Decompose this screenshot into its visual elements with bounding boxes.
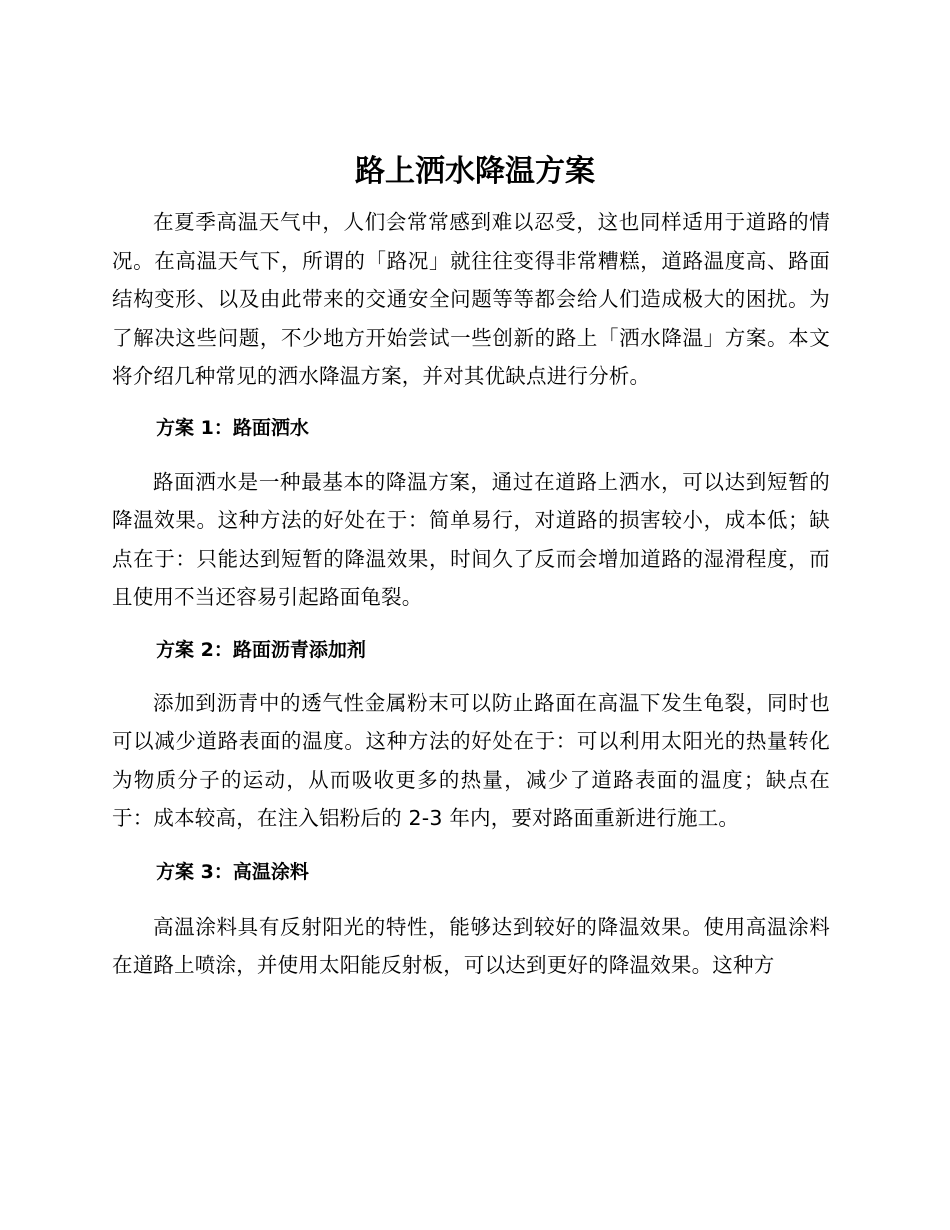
section-3-heading: 方案 3：高温涂料 — [156, 860, 309, 883]
section-1-paragraph: 路面洒水是一种最基本的降温方案，通过在道路上洒水，可以达到短暂的降温效果。这种方法的好处在于：简单易行，对道路的损害较小，成本低；缺点在于：只能达到短暂的降温效果，时间久了反而会增加道路的湿滑程度，而且使用不当还容易引起路面龟裂。 — [112, 469, 830, 609]
document-title: 路上洒水降温方案 — [355, 154, 595, 189]
section-3-paragraph: 高温涂料具有反射阳光的特性，能够达到较好的降温效果。使用高温涂料在道路上喷涂，并使用太阳能反射板，可以达到更好的降温效果。这种方 — [112, 914, 830, 977]
section-2-paragraph: 添加到沥青中的透气性金属粉末可以防止路面在高温下发生龟裂，同时也可以减少道路表面的温度。这种方法的好处在于：可以利用太阳光的热量转化为物质分子的运动，从而吸收更多的热量，减少了道路表面的温度；缺点在于：成本较高，在注入铝粉后的 2-3 年内，要对路面重新进行施工。 — [112, 690, 830, 830]
section-1-heading: 方案 1：路面洒水 — [156, 416, 309, 439]
document-body — [112, 203, 830, 985]
intro-paragraph: 在夏季高温天气中，人们会常常感到难以忍受，这也同样适用于道路的情况。在高温天气下，所谓的「路况」就往往变得非常糟糕，道路温度高、路面结构变形、以及由此带来的交通安全问题等等都会给人们造成极大的困扰。为了解决这些问题，不少地方开始尝试一些创新的路上「洒水降温」方案。本文将介绍几种常见的洒水降温方案，并对其优缺点进行分析。 — [112, 210, 830, 388]
section-2-heading: 方案 2：路面沥青添加剂 — [156, 638, 366, 661]
